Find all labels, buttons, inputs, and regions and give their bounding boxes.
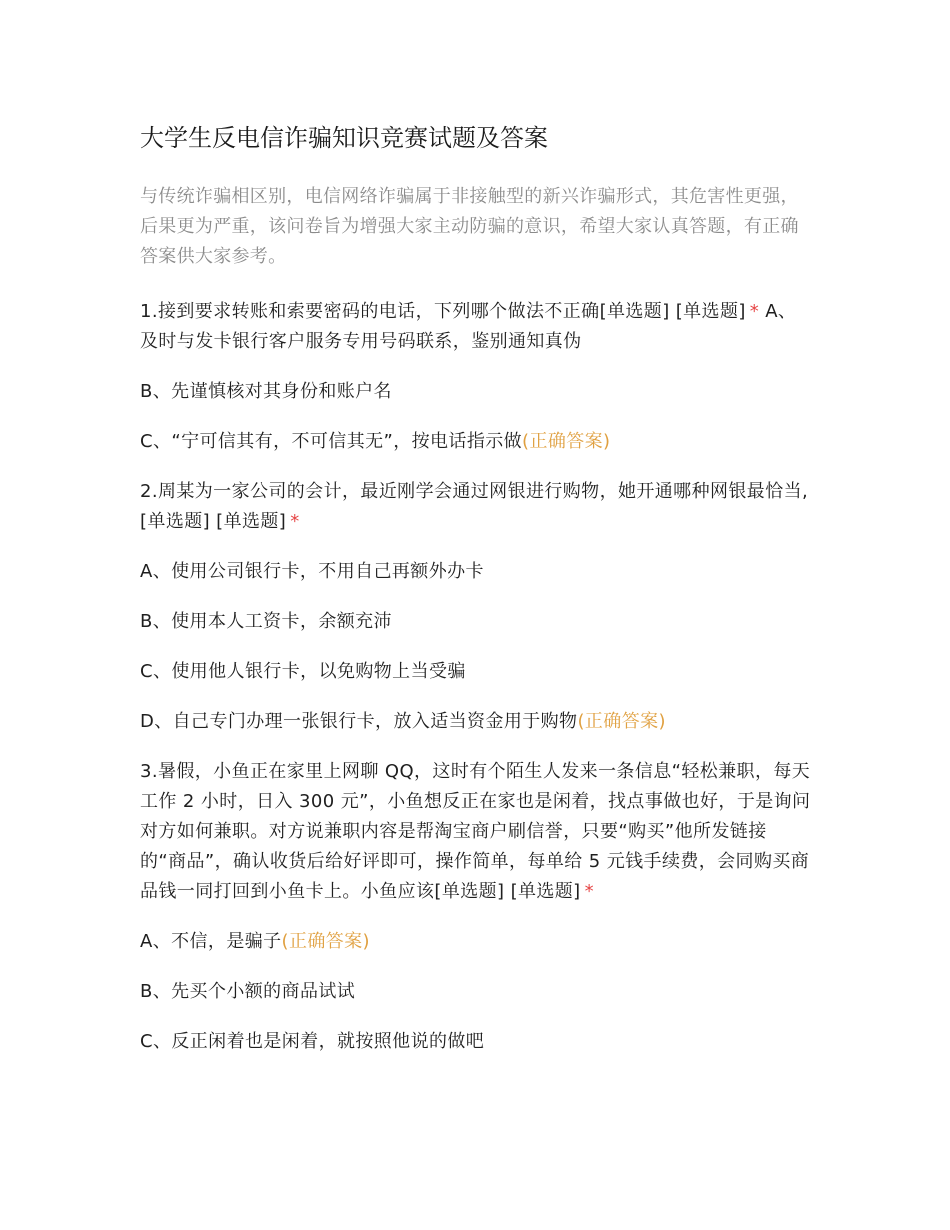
question-1-option-c-row <box>140 427 812 457</box>
correct-answer-tag: (正确答案) <box>522 431 611 452</box>
question-2-stem <box>140 477 812 537</box>
question-2-text: 2.周某为一家公司的会计，最近刚学会通过网银进行购物，她开通哪种网银最恰当,[单选题] [单选题] <box>140 481 809 532</box>
correct-answer-tag: (正确答案) <box>281 931 370 952</box>
question-1-option-b: B、先谨慎核对其身份和账户名 <box>140 381 392 402</box>
question-3-text: 3.暑假，小鱼正在家里上网聊 QQ，这时有个陌生人发来一条信息“轻松兼职，每天工作 2 小时，日入 300 元”，小鱼想反正在家也是闲着，找点事做也好，于是询问对方如何兼职。对方说兼职内容是帮淘宝商户刷信誉，只要“购买”他所发链接的“商品”，确认收货后给好评即可，操作简单，每单给 5 元钱手续费，会同购买商品钱一同打回到小鱼卡上。小鱼应该[单选题] [单选题] <box>140 761 811 902</box>
document-title: 大学生反电信诈骗知识竞赛试题及答案 <box>140 124 548 152</box>
question-2-option-d-row <box>140 707 812 737</box>
question-1-option-c: C、“宁可信其有，不可信其无”，按电话指示做 <box>140 431 523 452</box>
question-1-text: 1.接到要求转账和索要密码的电话，下列哪个做法不正确[单选题] [单选题] <box>140 301 746 322</box>
required-mark: * <box>584 881 595 902</box>
document-page <box>140 118 812 1077</box>
question-1-option-a: A、及时与发卡银行客户服务专用号码联系，鉴别通知真伪 <box>140 301 797 352</box>
question-3-stem <box>140 757 812 907</box>
question-2-option-c: C、使用他人银行卡，以免购物上当受骗 <box>140 661 466 682</box>
intro-paragraph: 与传统诈骗相区别，电信网络诈骗属于非接触型的新兴诈骗形式，其危害性更强，后果更为严重，该问卷旨为增强大家主动防骗的意识，希望大家认真答题，有正确答案供大家参考。 <box>140 186 799 267</box>
correct-answer-tag: (正确答案) <box>577 711 666 732</box>
required-mark: * <box>749 301 760 322</box>
question-3-option-b: B、先买个小额的商品试试 <box>140 981 356 1002</box>
question-3-option-c: C、反正闲着也是闲着，就按照他说的做吧 <box>140 1031 485 1052</box>
question-3-option-a: A、不信，是骗子 <box>140 931 282 952</box>
question-3-option-a-row <box>140 927 812 957</box>
question-2-option-a: A、使用公司银行卡，不用自己再额外办卡 <box>140 561 484 582</box>
question-2-option-b: B、使用本人工资卡，余额充沛 <box>140 611 392 632</box>
question-1-stem <box>140 297 812 357</box>
required-mark: * <box>290 511 300 532</box>
question-2-option-d: D、自己专门办理一张银行卡，放入适当资金用于购物 <box>140 711 578 732</box>
